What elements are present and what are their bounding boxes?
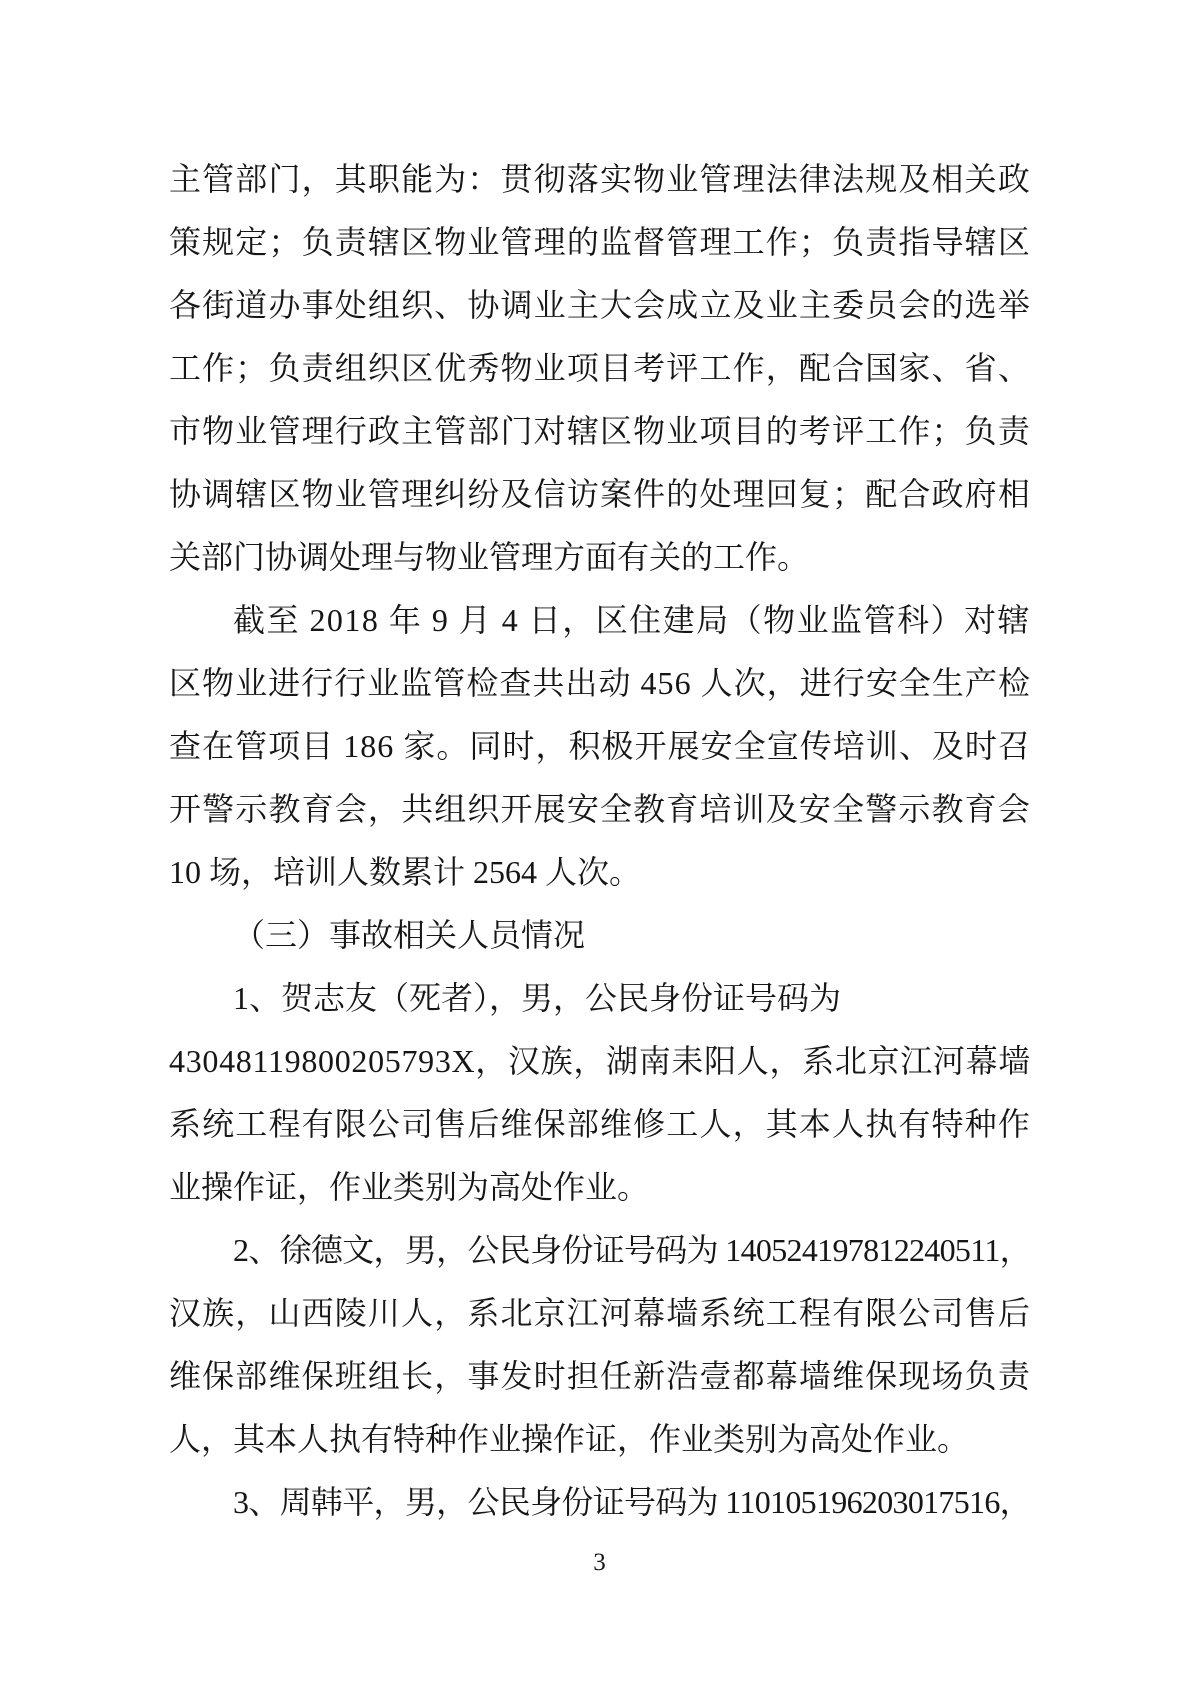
text-line [169, 274, 1031, 337]
para-supervision-stats [169, 589, 1031, 904]
text-line-content: 系统工程有限公司售后维保部维修工人，其本人执有特种作 [169, 1106, 1031, 1142]
text-line [169, 1471, 1031, 1534]
text-line-content: 1、贺志友（死者），男，公民身份证号码为 [233, 980, 842, 1016]
text-line-content: 主管部门，其职能为：贯彻落实物业管理法律法规及相关政 [169, 161, 1031, 197]
text-line [169, 1093, 1031, 1156]
text-line [169, 715, 1031, 778]
text-line-content: 人，其本人执有特种作业操作证，作业类别为高处作业。 [169, 1421, 970, 1457]
text-line-content: （三）事故相关人员情况 [233, 917, 586, 953]
text-line-content: 3、周韩平，男，公民身份证号码为 110105196203017516， [233, 1484, 1031, 1520]
text-line [169, 463, 1031, 526]
text-line [169, 841, 1031, 904]
text-line [169, 778, 1031, 841]
page-number: 3 [593, 1549, 606, 1576]
text-line [169, 1030, 1031, 1093]
text-line [169, 400, 1031, 463]
text-line [169, 526, 1031, 589]
text-line-content: 关部门协调处理与物业管理方面有关的工作。 [169, 539, 810, 575]
text-line [169, 148, 1031, 211]
text-line [169, 904, 1031, 967]
text-line-content: 10 场，培训人数累计 2564 人次。 [169, 854, 642, 890]
text-line-content: 查在管项目 186 家。同时，积极开展安全宣传培训、及时召 [169, 728, 1031, 764]
document-body [169, 148, 1031, 1534]
text-line [169, 967, 1031, 1030]
person-item-1 [169, 967, 1031, 1219]
text-line-content: 汉族，山西陵川人，系北京江河幕墙系统工程有限公司售后 [169, 1295, 1031, 1331]
text-line-content: 区物业进行行业监管检查共出动 456 人次，进行安全生产检 [169, 665, 1031, 701]
text-line [169, 589, 1031, 652]
section-heading-persons [169, 904, 1031, 967]
text-line [169, 652, 1031, 715]
text-line-content: 市物业管理行政主管部门对辖区物业项目的考评工作；负责 [169, 413, 1031, 449]
text-line [169, 1408, 1031, 1471]
text-line-content: 各街道办事处组织、协调业主大会成立及业主委员会的选举 [169, 287, 1031, 323]
text-line-content: 截至 2018 年 9 月 4 日，区住建局（物业监管科）对辖 [233, 602, 1031, 638]
para-duties-continued [169, 148, 1031, 589]
text-line-content: 开警示教育会，共组织开展安全教育培训及安全警示教育会 [169, 791, 1031, 827]
text-line-content: 协调辖区物业管理纠纷及信访案件的处理回复；配合政府相 [169, 476, 1031, 512]
text-line [169, 1219, 1031, 1282]
text-line [169, 1282, 1031, 1345]
person-item-2 [169, 1219, 1031, 1471]
person-item-3 [169, 1471, 1031, 1534]
text-line-content: 2、徐德文，男，公民身份证号码为 140524197812240511， [233, 1232, 1031, 1268]
text-line [169, 1345, 1031, 1408]
text-line [169, 211, 1031, 274]
text-line [169, 1156, 1031, 1219]
text-line-content: 策规定；负责辖区物业管理的监督管理工作；负责指导辖区 [169, 224, 1031, 260]
text-line [169, 337, 1031, 400]
text-line-content: 工作；负责组织区优秀物业项目考评工作，配合国家、省、 [169, 350, 1031, 386]
text-line-content: 43048119800205793X，汉族，湖南耒阳人，系北京江河幕墙 [169, 1043, 1031, 1079]
text-line-content: 业操作证，作业类别为高处作业。 [169, 1169, 650, 1205]
text-line-content: 维保部维保班组长，事发时担任新浩壹都幕墙维保现场负责 [169, 1358, 1031, 1394]
